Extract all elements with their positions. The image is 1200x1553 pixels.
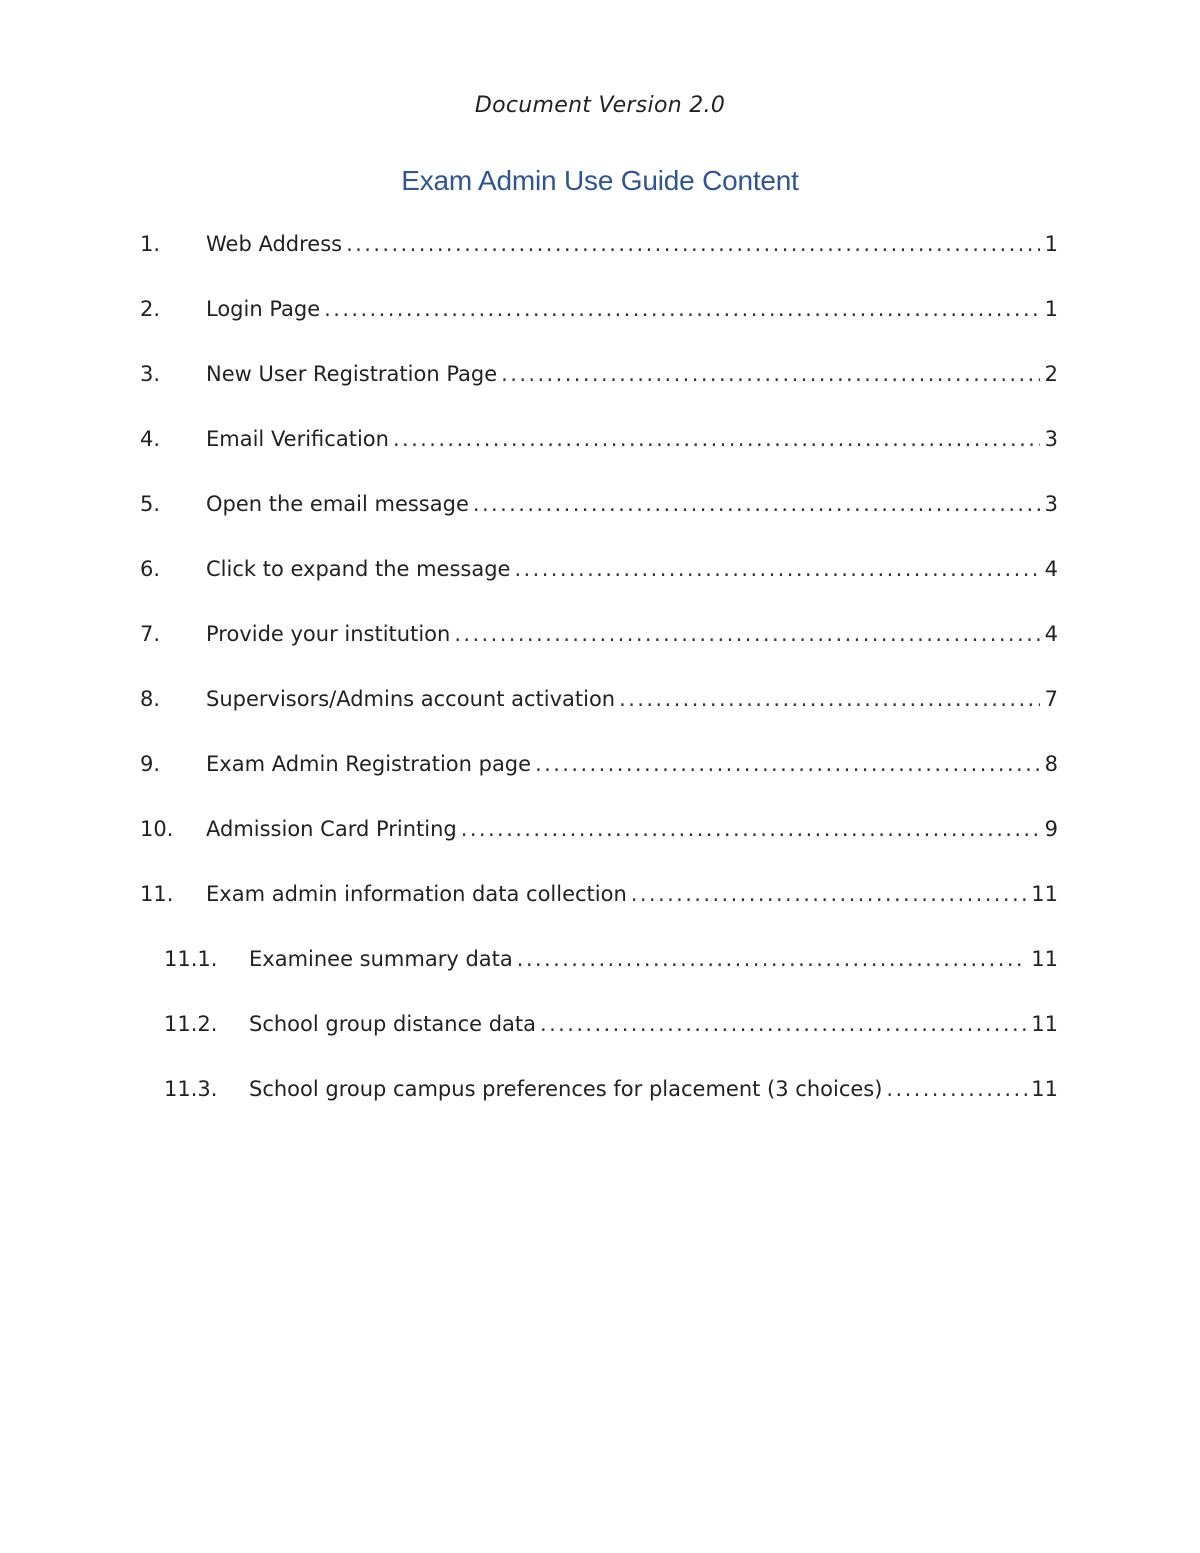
toc-page-number: 4: [1044, 622, 1058, 646]
toc-entry-new-user-registration[interactable]: [140, 357, 1058, 422]
toc-leader: [619, 682, 1040, 716]
toc-page-number: 11: [1031, 947, 1058, 971]
toc-entry-exam-admin-registration[interactable]: [140, 747, 1058, 812]
toc-leader: [535, 747, 1040, 781]
toc-label: Supervisors/Admins account activation: [206, 687, 616, 711]
toc-page-number: 11: [1031, 882, 1058, 906]
toc-entry-distance-data[interactable]: [140, 1007, 1058, 1072]
toc-leader: [393, 422, 1040, 456]
page-title: Exam Admin Use Guide Content: [401, 165, 799, 196]
toc-page-number: 3: [1044, 492, 1058, 516]
toc-entry-campus-preferences[interactable]: [140, 1072, 1058, 1137]
toc-page-number: 4: [1044, 557, 1058, 581]
toc-label: Exam Admin Registration page: [206, 752, 532, 776]
toc-leader: [517, 942, 1028, 976]
toc-number: 2.: [140, 297, 161, 321]
toc-number: 11.2.: [164, 1012, 218, 1036]
toc-entry-email-verification[interactable]: [140, 422, 1058, 487]
toc-page-number: 11: [1031, 1077, 1058, 1101]
toc-leader: [324, 292, 1040, 326]
toc-entry-open-email[interactable]: [140, 487, 1058, 552]
toc-entry-data-collection[interactable]: [140, 877, 1058, 942]
toc-leader: [540, 1007, 1027, 1041]
toc-entry-web-address[interactable]: [140, 227, 1058, 292]
toc-label: School group campus preferences for placement (3 choices): [249, 1077, 883, 1101]
toc-label: Login Page: [206, 297, 321, 321]
toc-entry-provide-institution[interactable]: [140, 617, 1058, 682]
toc-entry-admission-card[interactable]: [140, 812, 1058, 877]
toc-leader: [473, 487, 1040, 521]
toc-leader: [514, 552, 1040, 586]
toc-label: Email Verification: [206, 427, 389, 451]
toc-label: Provide your institution: [206, 622, 451, 646]
toc-entry-login-page[interactable]: [140, 292, 1058, 357]
toc-leader: [454, 617, 1040, 651]
toc-number: 4.: [140, 427, 161, 451]
toc-page-number: 7: [1044, 687, 1058, 711]
toc-label: Open the email message: [206, 492, 469, 516]
toc-page-number: 3: [1044, 427, 1058, 451]
toc-number: 3.: [140, 362, 161, 386]
toc-number: 7.: [140, 622, 161, 646]
toc-number: 9.: [140, 752, 161, 776]
toc-page-number: 2: [1044, 362, 1058, 386]
toc-number: 11.1.: [164, 947, 218, 971]
toc-page-number: 1: [1044, 232, 1058, 256]
toc-label: Exam admin information data collection: [206, 882, 627, 906]
toc-page-number: 1: [1044, 297, 1058, 321]
toc-label: Click to expand the message: [206, 557, 511, 581]
table-of-contents: [140, 227, 1058, 1137]
toc-number: 8.: [140, 687, 161, 711]
document-version: Document Version 2.0: [474, 93, 726, 118]
toc-label: School group distance data: [249, 1012, 537, 1036]
toc-page-number: 9: [1044, 817, 1058, 841]
toc-leader: [461, 812, 1040, 846]
toc-entry-examinee-summary[interactable]: [140, 942, 1058, 1007]
toc-number: 1.: [140, 232, 161, 256]
toc-leader: [886, 1072, 1027, 1106]
toc-label: Examinee summary data: [249, 947, 513, 971]
toc-leader: [346, 227, 1040, 261]
toc-entry-expand-message[interactable]: [140, 552, 1058, 617]
toc-number: 10.: [140, 817, 174, 841]
toc-leader: [501, 357, 1040, 391]
toc-number: 5.: [140, 492, 161, 516]
toc-entry-account-activation[interactable]: [140, 682, 1058, 747]
toc-label: Admission Card Printing: [206, 817, 457, 841]
toc-label: New User Registration Page: [206, 362, 498, 386]
toc-number: 6.: [140, 557, 161, 581]
toc-leader: [631, 877, 1027, 911]
toc-number: 11.3.: [164, 1077, 218, 1101]
toc-page-number: 11: [1031, 1012, 1058, 1036]
toc-number: 11.: [140, 882, 174, 906]
toc-label: Web Address: [206, 232, 343, 256]
toc-page-number: 8: [1044, 752, 1058, 776]
